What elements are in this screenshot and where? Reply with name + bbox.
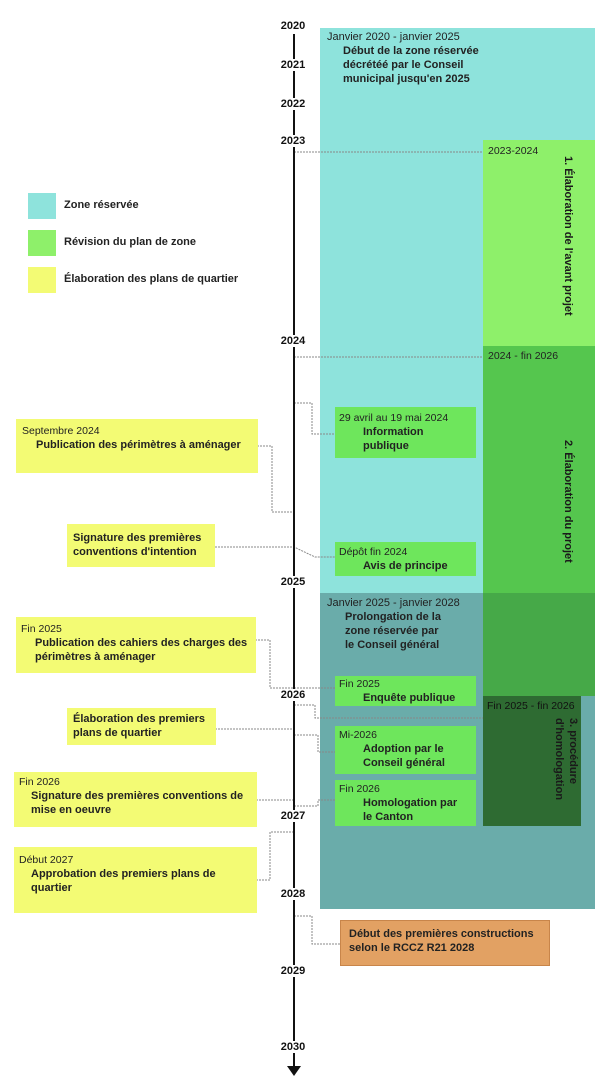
zone-reservee-text (327, 30, 492, 86)
event-title: Avis de principe (363, 560, 448, 572)
year-label: 2030 (270, 1041, 316, 1053)
year-label: 2021 (270, 59, 316, 71)
event-homologation-canton (335, 780, 476, 826)
legend-label: Élaboration des plans de quartier (64, 273, 239, 285)
year-label: 2027 (270, 810, 316, 822)
year-label: 2029 (270, 965, 316, 977)
phase-2-bar-lower (483, 593, 595, 696)
legend-swatch-quartier (28, 267, 56, 293)
event-date: Fin 2026 (19, 776, 60, 788)
event-date: Dépôt fin 2024 (339, 546, 408, 558)
year-label: 2020 (270, 20, 316, 32)
event-information-publique (335, 407, 476, 458)
event-enquete-publique (335, 676, 476, 706)
legend-swatch-revision (28, 230, 56, 256)
event-avis-de-principe (335, 542, 476, 576)
event-publication-perimetres (16, 419, 258, 473)
year-label: 2022 (270, 98, 316, 110)
event-date: Fin 2025 (339, 678, 380, 690)
zone-prolongation-text (327, 596, 482, 652)
legend-label: Zone réservée (64, 199, 139, 211)
event-date: Fin 2026 (339, 783, 380, 795)
event-debut-constructions (340, 920, 550, 966)
event-title: Publication des périmètres à aménager (36, 439, 241, 451)
event-title: Adoption par le Conseil général (363, 743, 445, 769)
event-title: Publication des cahiers des charges des périmètres à aménager (35, 637, 248, 663)
legend-label: Révision du plan de zone (64, 236, 197, 248)
zone-reservee-description: Début de la zone réservée décrétéé par le Conseil municipal jusqu'en 2025 (343, 45, 479, 85)
event-date: Septembre 2024 (22, 425, 100, 437)
timeline-arrow-icon (287, 1066, 301, 1076)
event-title: Début des premières constructions selon le RCCZ R21 2028 (349, 928, 534, 954)
event-title: Homologation par le Canton (363, 797, 458, 823)
timeline-axis (293, 34, 295, 1066)
year-label: 2025 (270, 576, 316, 588)
phase-2-label: 2. Élaboration du projet (562, 440, 574, 563)
zone-prolongation-date: Janvier 2025 - janvier 2028 (327, 597, 460, 609)
legend-swatch-zone-reservee (28, 193, 56, 219)
event-date: 29 avril au 19 mai 2024 (339, 412, 449, 424)
event-date: Mi-2026 (339, 729, 377, 741)
event-signature-conventions-mise-en-oeuvre (14, 772, 257, 827)
event-approbation-plans-quartier (14, 847, 257, 913)
year-label: 2024 (270, 335, 316, 347)
event-title: Information publique (363, 426, 424, 452)
event-date: Fin 2025 (21, 623, 62, 635)
zone-prolongation-description: Prolongation de la zone réservée par le Conseil général (345, 611, 441, 651)
zone-reservee-date: Janvier 2020 - janvier 2025 (327, 31, 460, 43)
phase-2-bar (483, 346, 595, 596)
event-elaboration-plans-quartier (67, 708, 216, 745)
phase-1-bar (483, 140, 595, 346)
year-label: 2023 (270, 135, 316, 147)
event-title: Signature des premières conventions de mise en oeuvre (31, 790, 244, 816)
event-adoption-conseil-general (335, 726, 476, 774)
year-label: 2028 (270, 888, 316, 900)
event-title: Enquête publique (363, 692, 456, 704)
phase-1-label: 1. Élaboration de l'avant projet (562, 156, 574, 316)
event-publication-cahiers (16, 617, 256, 673)
phase-3-date: Fin 2025 - fin 2026 (487, 700, 575, 712)
event-title: Élaboration des premiers plans de quartier (73, 713, 206, 739)
phase-2-date: 2024 - fin 2026 (488, 350, 559, 362)
year-label: 2026 (270, 689, 316, 701)
event-title: Signature des premières conventions d'intention (73, 532, 202, 558)
phase-1-date: 2023-2024 (488, 145, 539, 157)
event-title: Approbation des premiers plans de quartier (31, 868, 216, 894)
event-date: Début 2027 (19, 854, 74, 866)
event-signature-conventions-intention (67, 524, 215, 567)
phase-3-label: 3. procédure d'homologation (553, 718, 579, 801)
